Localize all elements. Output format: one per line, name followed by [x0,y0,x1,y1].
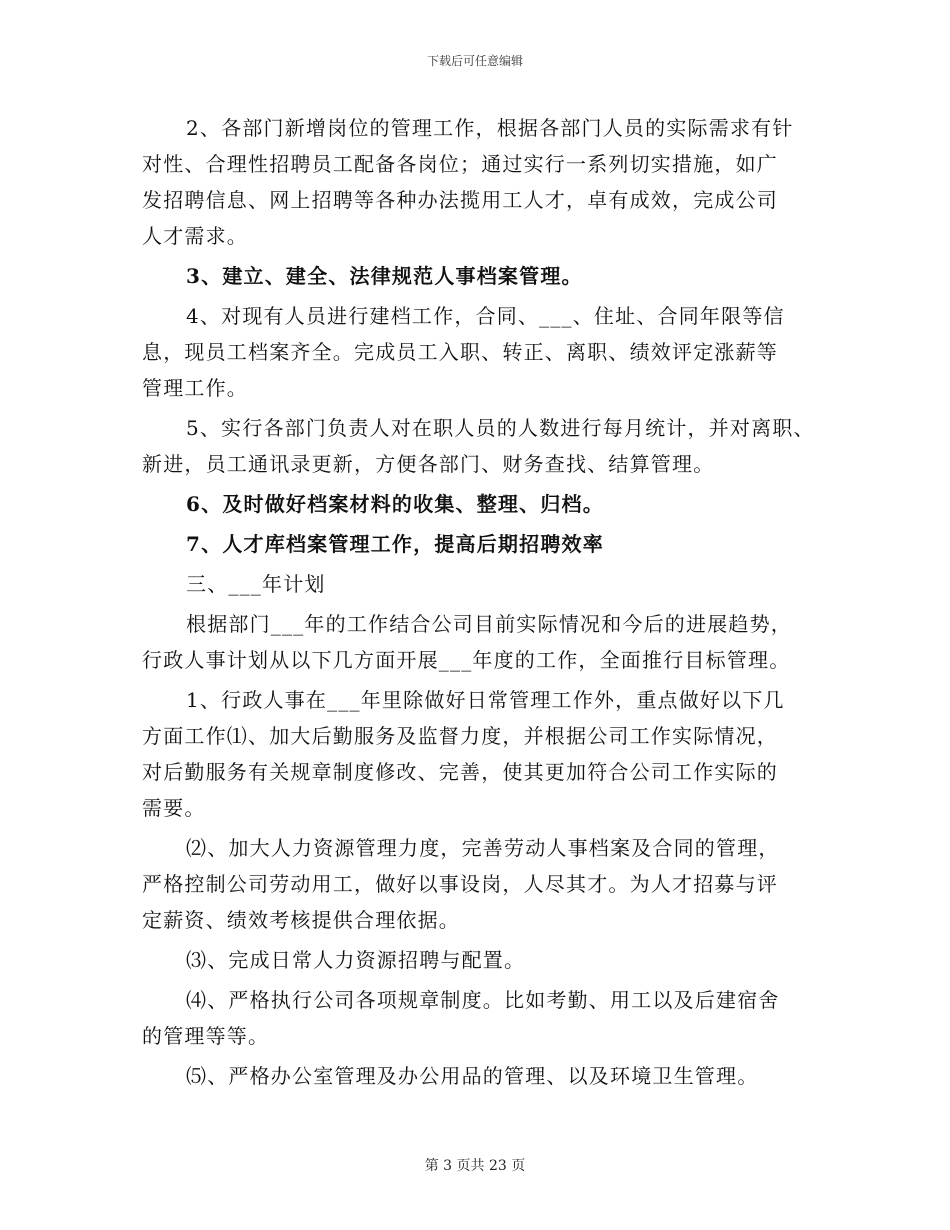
document-body [142,110,832,1098]
text-line: 1、行政人事在___年里除做好日常管理工作外，重点做好以下几 [186,688,785,712]
text-line: 息，现员工档案齐全。完成员工入职、转正、离职、绩效评定涨薪等 [142,340,778,364]
paragraph-2-heading [142,258,832,294]
paragraph-6-heading [142,526,832,562]
text-line: 的管理等等。 [142,1024,270,1048]
text-line: 严格控制公司劳动用工，做好以事设岗，人尽其才。为人才招募与评 [142,872,778,896]
text-line: 对后勤服务有关规章制度修改、完善，使其更加符合公司工作实际的 [142,760,778,784]
paragraph-5-heading [142,486,832,522]
text-line: 7、人才库档案管理工作，提高后期招聘效率 [186,532,604,556]
text-line: 需要。 [142,796,206,820]
text-line: 根据部门___年的工作结合公司目前实际情况和今后的进展趋势， [186,612,792,636]
text-line: ⑸、严格办公室管理及办公用品的管理、以及环境卫生管理。 [186,1064,759,1088]
text-line: 行政人事计划从以下几方面开展___年度的工作，全面推行目标管理。 [142,648,791,672]
text-line: 5、实行各部门负责人对在职人员的人数进行每月统计，并对离职、 [186,416,815,440]
text-line: 管理工作。 [142,376,248,400]
paragraph-12 [142,1058,832,1094]
text-line: 发招聘信息、网上招聘等各种办法揽用工人才，卓有成效，完成公司 [142,188,778,212]
text-line: ⑵、加大人力资源管理力度，完善劳动人事档案及合同的管理， [186,836,780,860]
text-line: 定薪资、绩效考核提供合理依据。 [142,908,460,932]
paragraph-8 [142,682,832,826]
page-header: 下载后可任意编辑 [426,54,523,68]
text-line: 3、建立、建全、法律规范人事档案管理。 [186,264,583,288]
section-heading [142,566,832,602]
text-line: 对性、合理性招聘员工配备各岗位；通过实行一系列切实措施，如广 [142,152,778,176]
text-line: 人才需求。 [142,224,248,248]
text-line: ⑷、严格执行公司各项规章制度。比如考勤、用工以及后建宿舍 [186,988,780,1012]
paragraph-11 [142,982,832,1054]
paragraph-4 [142,410,832,482]
text-line: 方面工作⑴、加大后勤服务及监督力度，并根据公司工作实际情况， [142,724,778,748]
paragraph-1 [142,110,832,254]
text-line: 三、___年计划 [186,572,326,596]
paragraph-9 [142,830,832,938]
text-line: 新进，员工通讯录更新，方便各部门、财务查找、结算管理。 [142,452,715,476]
paragraph-7 [142,606,832,678]
text-line: 4、对现有人员进行建档工作，合同、___、住址、合同年限等信 [186,304,785,328]
text-line: 6、及时做好档案材料的收集、整理、归档。 [186,492,604,516]
paragraph-10 [142,942,832,978]
text-line: 2、各部门新增岗位的管理工作，根据各部门人员的实际需求有针 [186,116,794,140]
text-line: ⑶、完成日常人力资源招聘与配置。 [186,948,526,972]
paragraph-3 [142,298,832,406]
page-footer: 第 3 页共 23 页 [424,1158,526,1174]
